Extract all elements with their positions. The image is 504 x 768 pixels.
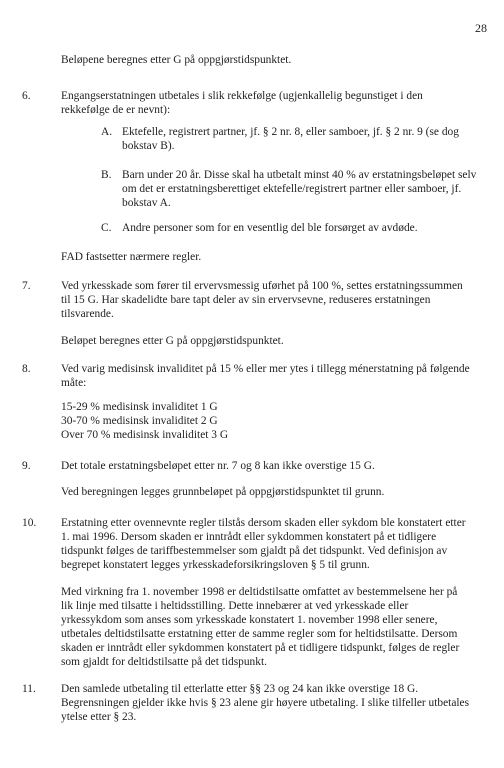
subitem-c-text: Andre personer som for en vesentlig del ble forsørget av avdøde. xyxy=(122,222,418,234)
item-11-text: Den samlede utbetaling til etterlatte etter §§ 23 og 24 kan ikke overstige 18 G. Begrensningen gjelder ikke hvis § 23 alene gir høyere utbetaling. I slike tilfeller utbetales ytelse etter § 23. xyxy=(61,683,470,723)
item-7-number: 7. xyxy=(22,280,31,292)
subitem-a-letter: A. xyxy=(101,126,113,138)
invalidity-line-3: Over 70 % medisinsk invaliditet 3 G xyxy=(61,429,229,441)
invalidity-line-2: 30-70 % medisinsk invaliditet 2 G xyxy=(61,415,218,427)
invalidity-table xyxy=(61,400,471,442)
item-7-text: Ved yrkesskade som fører til ervervsmessig uførhet på 100 %, settes erstatningssummen til 15 G. Har skadelidte bare tapt deler av sin ervervsevne, reduseres erstatningen tilsvarende. xyxy=(61,280,463,320)
item-9-text: Det totale erstatningsbeløpet etter nr. 7 og 8 kan ikke overstige 15 G. xyxy=(61,460,375,472)
item-6-text: Engangserstatningen utbetales i slik rekkefølge (ugjenkallelig begunstiget i den rekkefølge de er nevnt): xyxy=(61,90,423,116)
page-number: 28 xyxy=(475,21,487,35)
subitem-b-letter: B. xyxy=(101,169,112,181)
invalidity-line-1: 15-29 % medisinsk invaliditet 1 G xyxy=(61,401,218,413)
paragraph-base-amount: Ved beregningen legges grunnbeløpet på oppgjørstidspunktet til grunn. xyxy=(61,486,385,498)
subitem-b-text: Barn under 20 år. Disse skal ha utbetalt minst 40 % av erstatningsbeløpet selv om det er erstatningsberettiget ektefelle/registrert partner eller samboer, jf. bokstav A. xyxy=(122,169,477,209)
subitem-a-text: Ektefelle, registrert partner, jf. § 2 nr. 8, eller samboer, jf. § 2 nr. 9 (se dog bokstav B). xyxy=(122,126,459,152)
paragraph-amount-g: Beløpet beregnes etter G på oppgjørstidspunktet. xyxy=(61,335,284,347)
item-10-text: Erstatning etter ovennevnte regler tilstås dersom skaden eller sykdom ble konstatert etter 1. mai 1996. Dersom skaden er inntrådt eller sykdommen konstatert på et tidligere tidspunkt følges de tariffbestemmelser som gjaldt på det tidspunkt. Ved definisjon av begrepet konstatert legges yrkesskadeforsikringsloven § 5 til grunn. xyxy=(61,517,466,571)
paragraph-fad-rules: FAD fastsetter nærmere regler. xyxy=(61,251,202,263)
item-6-number: 6. xyxy=(22,90,31,102)
paragraph-part-time: Med virkning fra 1. november 1998 er deltidstilsatte omfattet av bestemmelsene her på lik linje med tilsatte i heltidsstilling. Dette innebærer at ved yrkesskade eller yrkessykdom som anses som yrkesskade konstatert 1. november 1998 eller senere, utbetales deltidstilsatte erstatning etter de samme regler som for heltidstilsatte. Dersom skaden er inntrådt eller sykdommen konstatert på et tidligere tidspunkt, følges de regler som gjaldt for deltidstilsatte på det tidspunkt. xyxy=(61,586,460,668)
item-11-number: 11. xyxy=(22,683,36,695)
paragraph-amounts-g: Beløpene beregnes etter G på oppgjørstidspunktet. xyxy=(61,54,292,66)
subitem-c-letter: C. xyxy=(101,222,112,234)
item-9-number: 9. xyxy=(22,460,31,472)
item-10-number: 10. xyxy=(22,517,37,529)
item-8-number: 8. xyxy=(22,363,31,375)
item-8-text: Ved varig medisinsk invaliditet på 15 % eller mer ytes i tillegg ménerstatning på følgende måte: xyxy=(61,363,470,389)
